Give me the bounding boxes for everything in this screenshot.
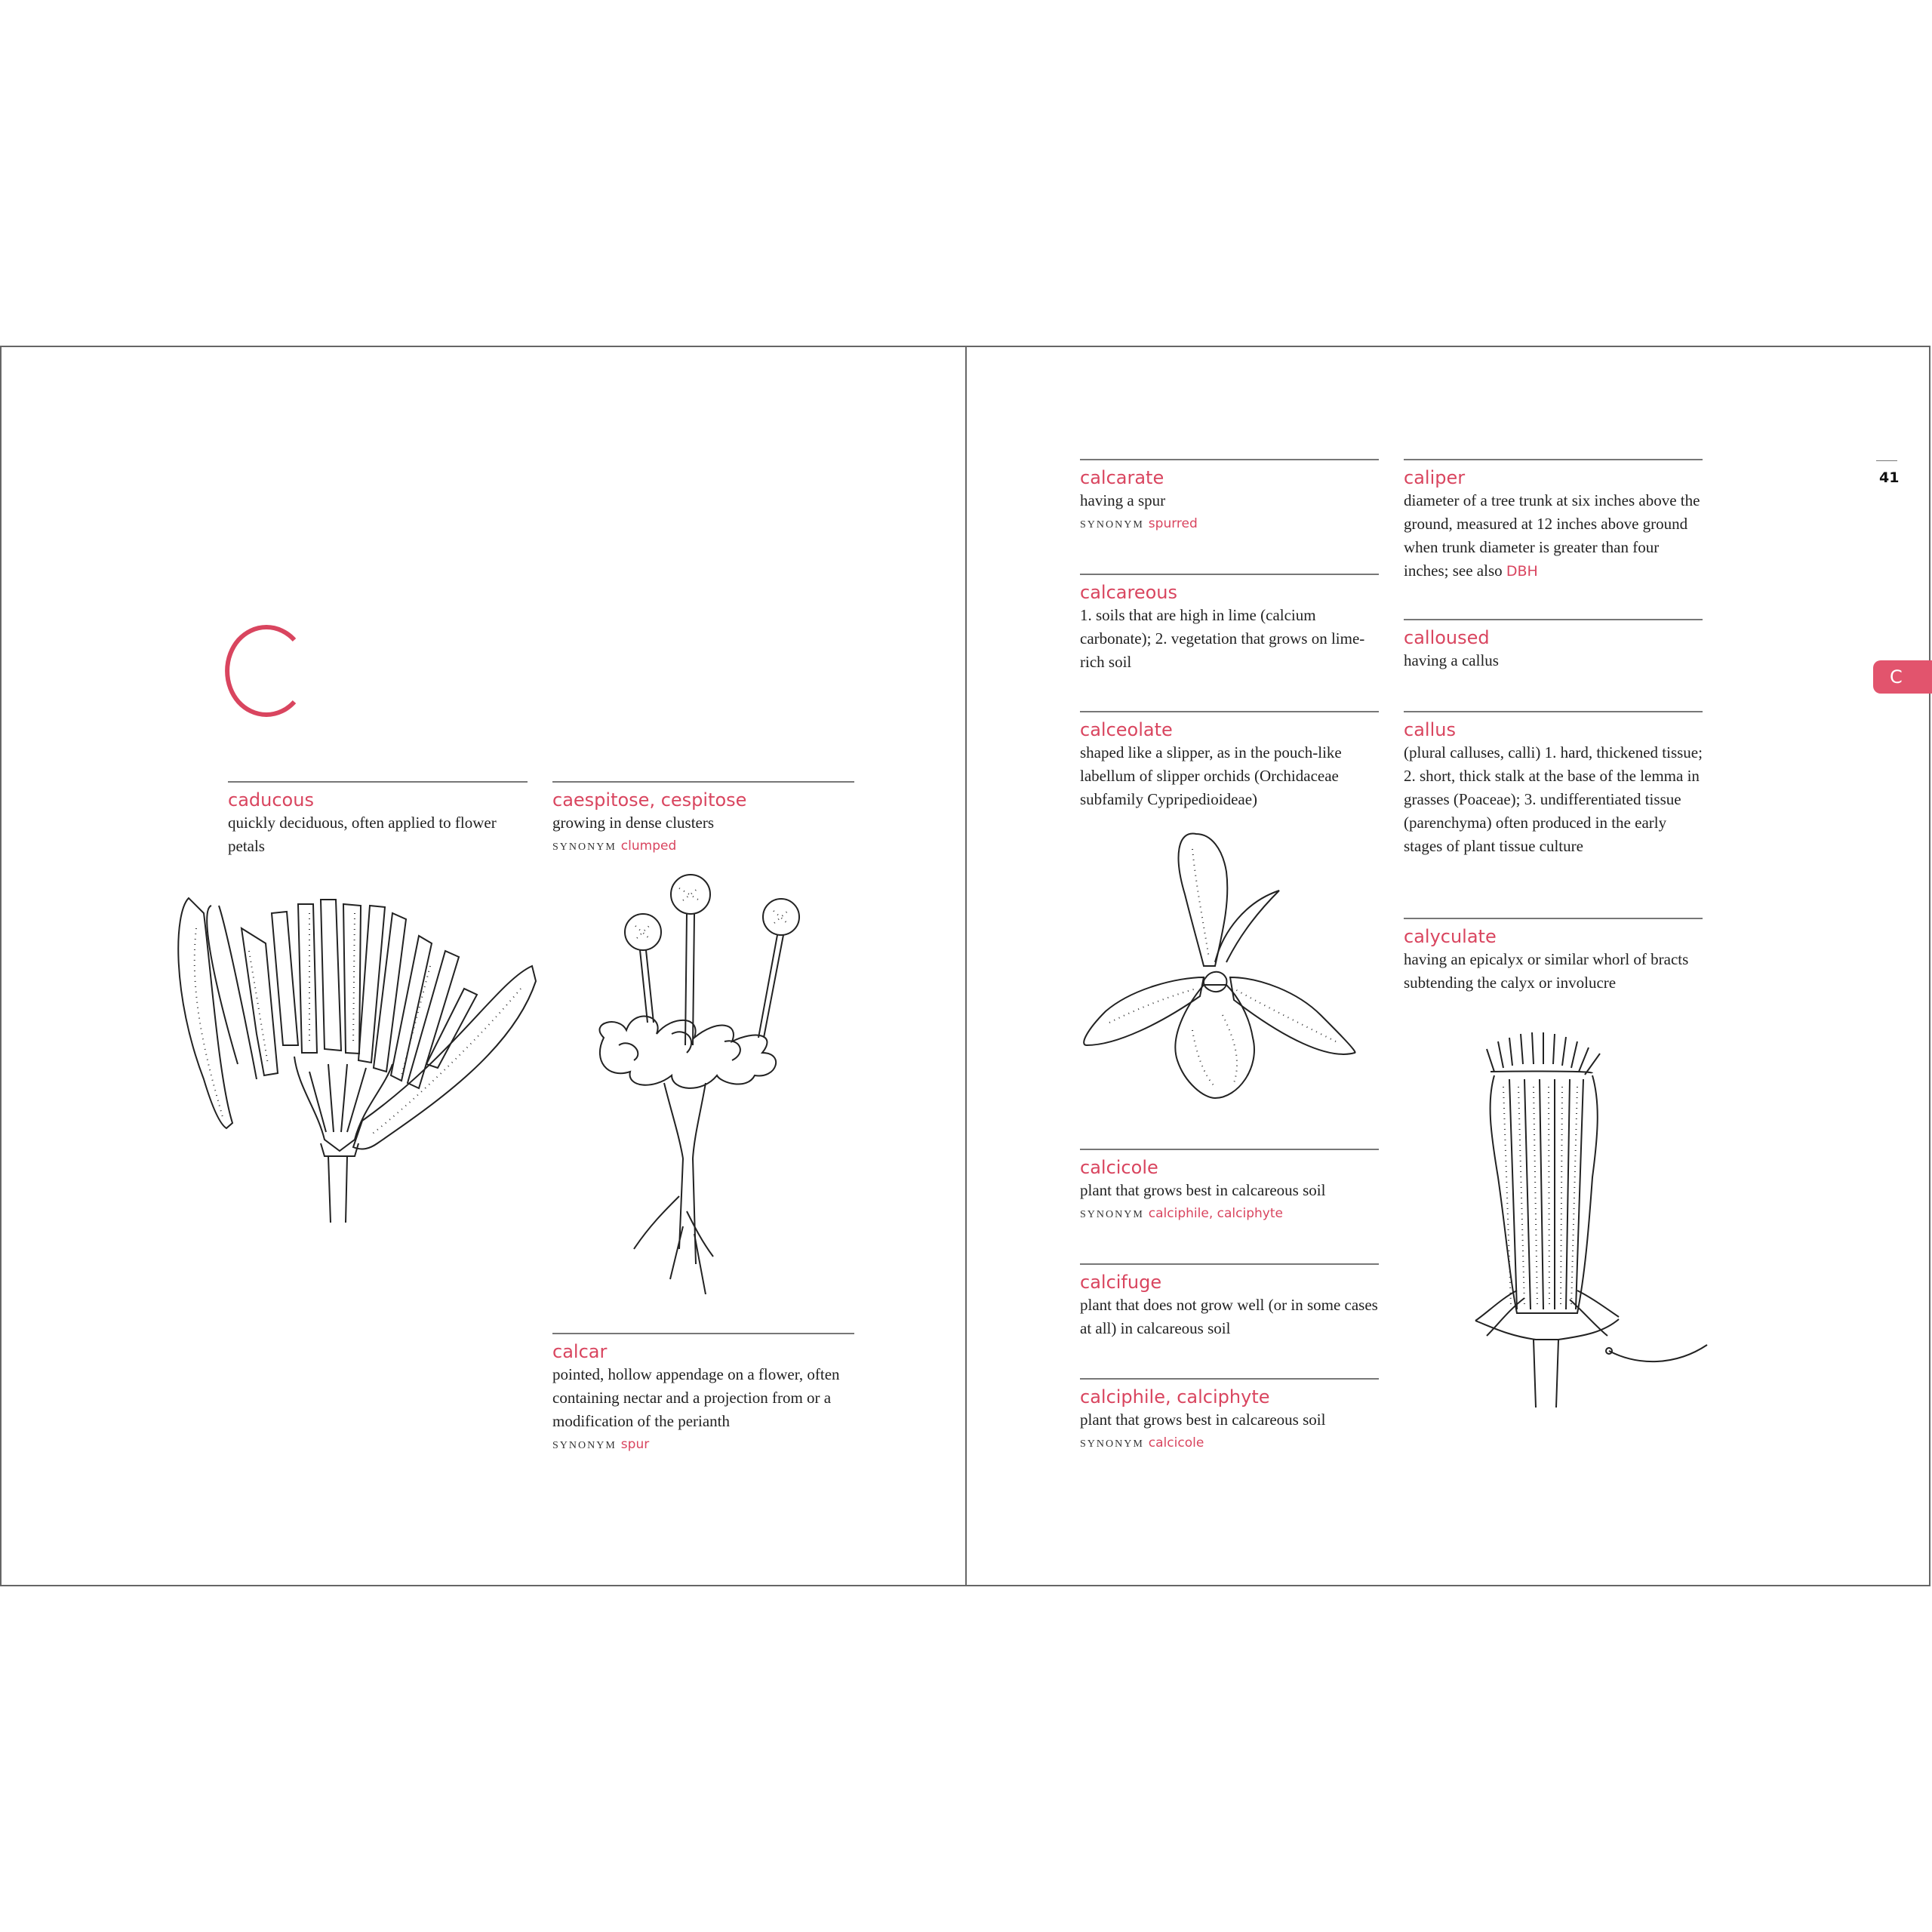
- caducous-flower-illustration: [166, 883, 543, 1230]
- term-calciphile: calciphile, calciphyte: [1080, 1386, 1270, 1407]
- definition-calcareous: 1. soils that are high in lime (calcium carbonate); 2. vegetation that grows on lime-rich soil: [1080, 606, 1365, 671]
- term-caliper: caliper: [1404, 467, 1466, 488]
- definition-caliper-text: diameter of a tree trunk at six inches above the ground, measured at 12 inches above ground when trunk diameter is greater than four inches; see also: [1404, 491, 1700, 580]
- page-gutter: [965, 346, 967, 1586]
- caespitose-plant-illustration: [574, 872, 815, 1294]
- definition-calceolate: shaped like a slipper, as in the pouch-like labellum of slipper orchids (Orchidaceae subfamily Cypripedioideae): [1080, 743, 1342, 808]
- synonym-link-clumped[interactable]: clumped: [620, 838, 677, 854]
- term-calcarate: calcarate: [1080, 467, 1164, 488]
- definition-caducous: quickly deciduous, often applied to flower petals: [228, 814, 497, 855]
- term-calcar: calcar: [552, 1341, 608, 1362]
- page-number: 41: [1879, 469, 1900, 486]
- definition-calcarate: having a spur: [1080, 491, 1166, 509]
- synonym-link-spurred[interactable]: spurred: [1148, 516, 1198, 531]
- definition-calcifuge: plant that does not grow well (or in some cases at all) in calcareous soil: [1080, 1296, 1378, 1337]
- synonym-link-spur[interactable]: spur: [620, 1437, 650, 1452]
- definition-caespitose: growing in dense clusters: [552, 814, 715, 832]
- synonym-link-calcicole[interactable]: calcicole: [1148, 1435, 1204, 1451]
- entry-calceolate: [1080, 711, 1379, 811]
- term-calcareous: calcareous: [1080, 582, 1177, 603]
- entry-calcicole: [1080, 1149, 1379, 1226]
- slipper-orchid-illustration: [1072, 826, 1374, 1106]
- definition-calciphile: plant that grows best in calcareous soil: [1080, 1411, 1326, 1429]
- synonym-label: SYNONYM: [1080, 1438, 1144, 1450]
- definition-callus: (plural calluses, calli) 1. hard, thickened tissue; 2. short, thick stalk at the base of the lemma in grasses (Poaceae); 3. undifferentiated tissue (parenchyma) often produced in the early stages of plant tissue culture: [1404, 743, 1703, 855]
- section-letter-c: [219, 617, 309, 723]
- term-calcifuge: calcifuge: [1080, 1272, 1162, 1293]
- entry-calloused: [1404, 619, 1703, 672]
- synonym-label: SYNONYM: [552, 1440, 617, 1451]
- synonym-line: [552, 835, 854, 859]
- entry-calcareous: [1080, 574, 1379, 674]
- section-tab-c[interactable]: C: [1873, 660, 1932, 694]
- synonym-label: SYNONYM: [1080, 1209, 1144, 1220]
- synonym-line: [1080, 1202, 1379, 1226]
- entry-caliper: [1404, 459, 1703, 583]
- term-caespitose: caespitose, cespitose: [552, 789, 747, 811]
- entry-calcifuge: [1080, 1263, 1379, 1340]
- definition-calloused: having a callus: [1404, 651, 1499, 669]
- synonym-line: [1080, 512, 1379, 537]
- definition-calcar: pointed, hollow appendage on a flower, often containing nectar and a projection from or a modification of the perianth: [552, 1365, 840, 1430]
- page-number-rule: [1876, 460, 1897, 461]
- definition-caliper: [1404, 489, 1703, 583]
- entry-callus: [1404, 711, 1703, 858]
- entry-calyculate: [1404, 918, 1703, 995]
- term-calyculate: calyculate: [1404, 926, 1497, 947]
- entry-caducous: [228, 781, 528, 858]
- see-also-link-dbh[interactable]: DBH: [1506, 563, 1538, 580]
- term-calloused: calloused: [1404, 627, 1490, 648]
- definition-calcicole: plant that grows best in calcareous soil: [1080, 1181, 1326, 1199]
- definition-calyculate: having an epicalyx or similar whorl of bracts subtending the calyx or involucre: [1404, 950, 1689, 992]
- entry-caespitose: [552, 781, 854, 859]
- entry-calcarate: [1080, 459, 1379, 537]
- calyculate-flowerhead-illustration: [1464, 1026, 1713, 1411]
- synonym-line: [552, 1433, 854, 1457]
- synonym-label: SYNONYM: [552, 841, 617, 853]
- entry-calcar: [552, 1333, 854, 1457]
- synonym-link-calciphile[interactable]: calciphile, calciphyte: [1148, 1206, 1283, 1221]
- term-callus: callus: [1404, 719, 1456, 740]
- synonym-line: [1080, 1432, 1379, 1456]
- term-caducous: caducous: [228, 789, 314, 811]
- term-calceolate: calceolate: [1080, 719, 1173, 740]
- entry-calciphile: [1080, 1378, 1379, 1456]
- term-calcicole: calcicole: [1080, 1157, 1158, 1178]
- synonym-label: SYNONYM: [1080, 519, 1144, 531]
